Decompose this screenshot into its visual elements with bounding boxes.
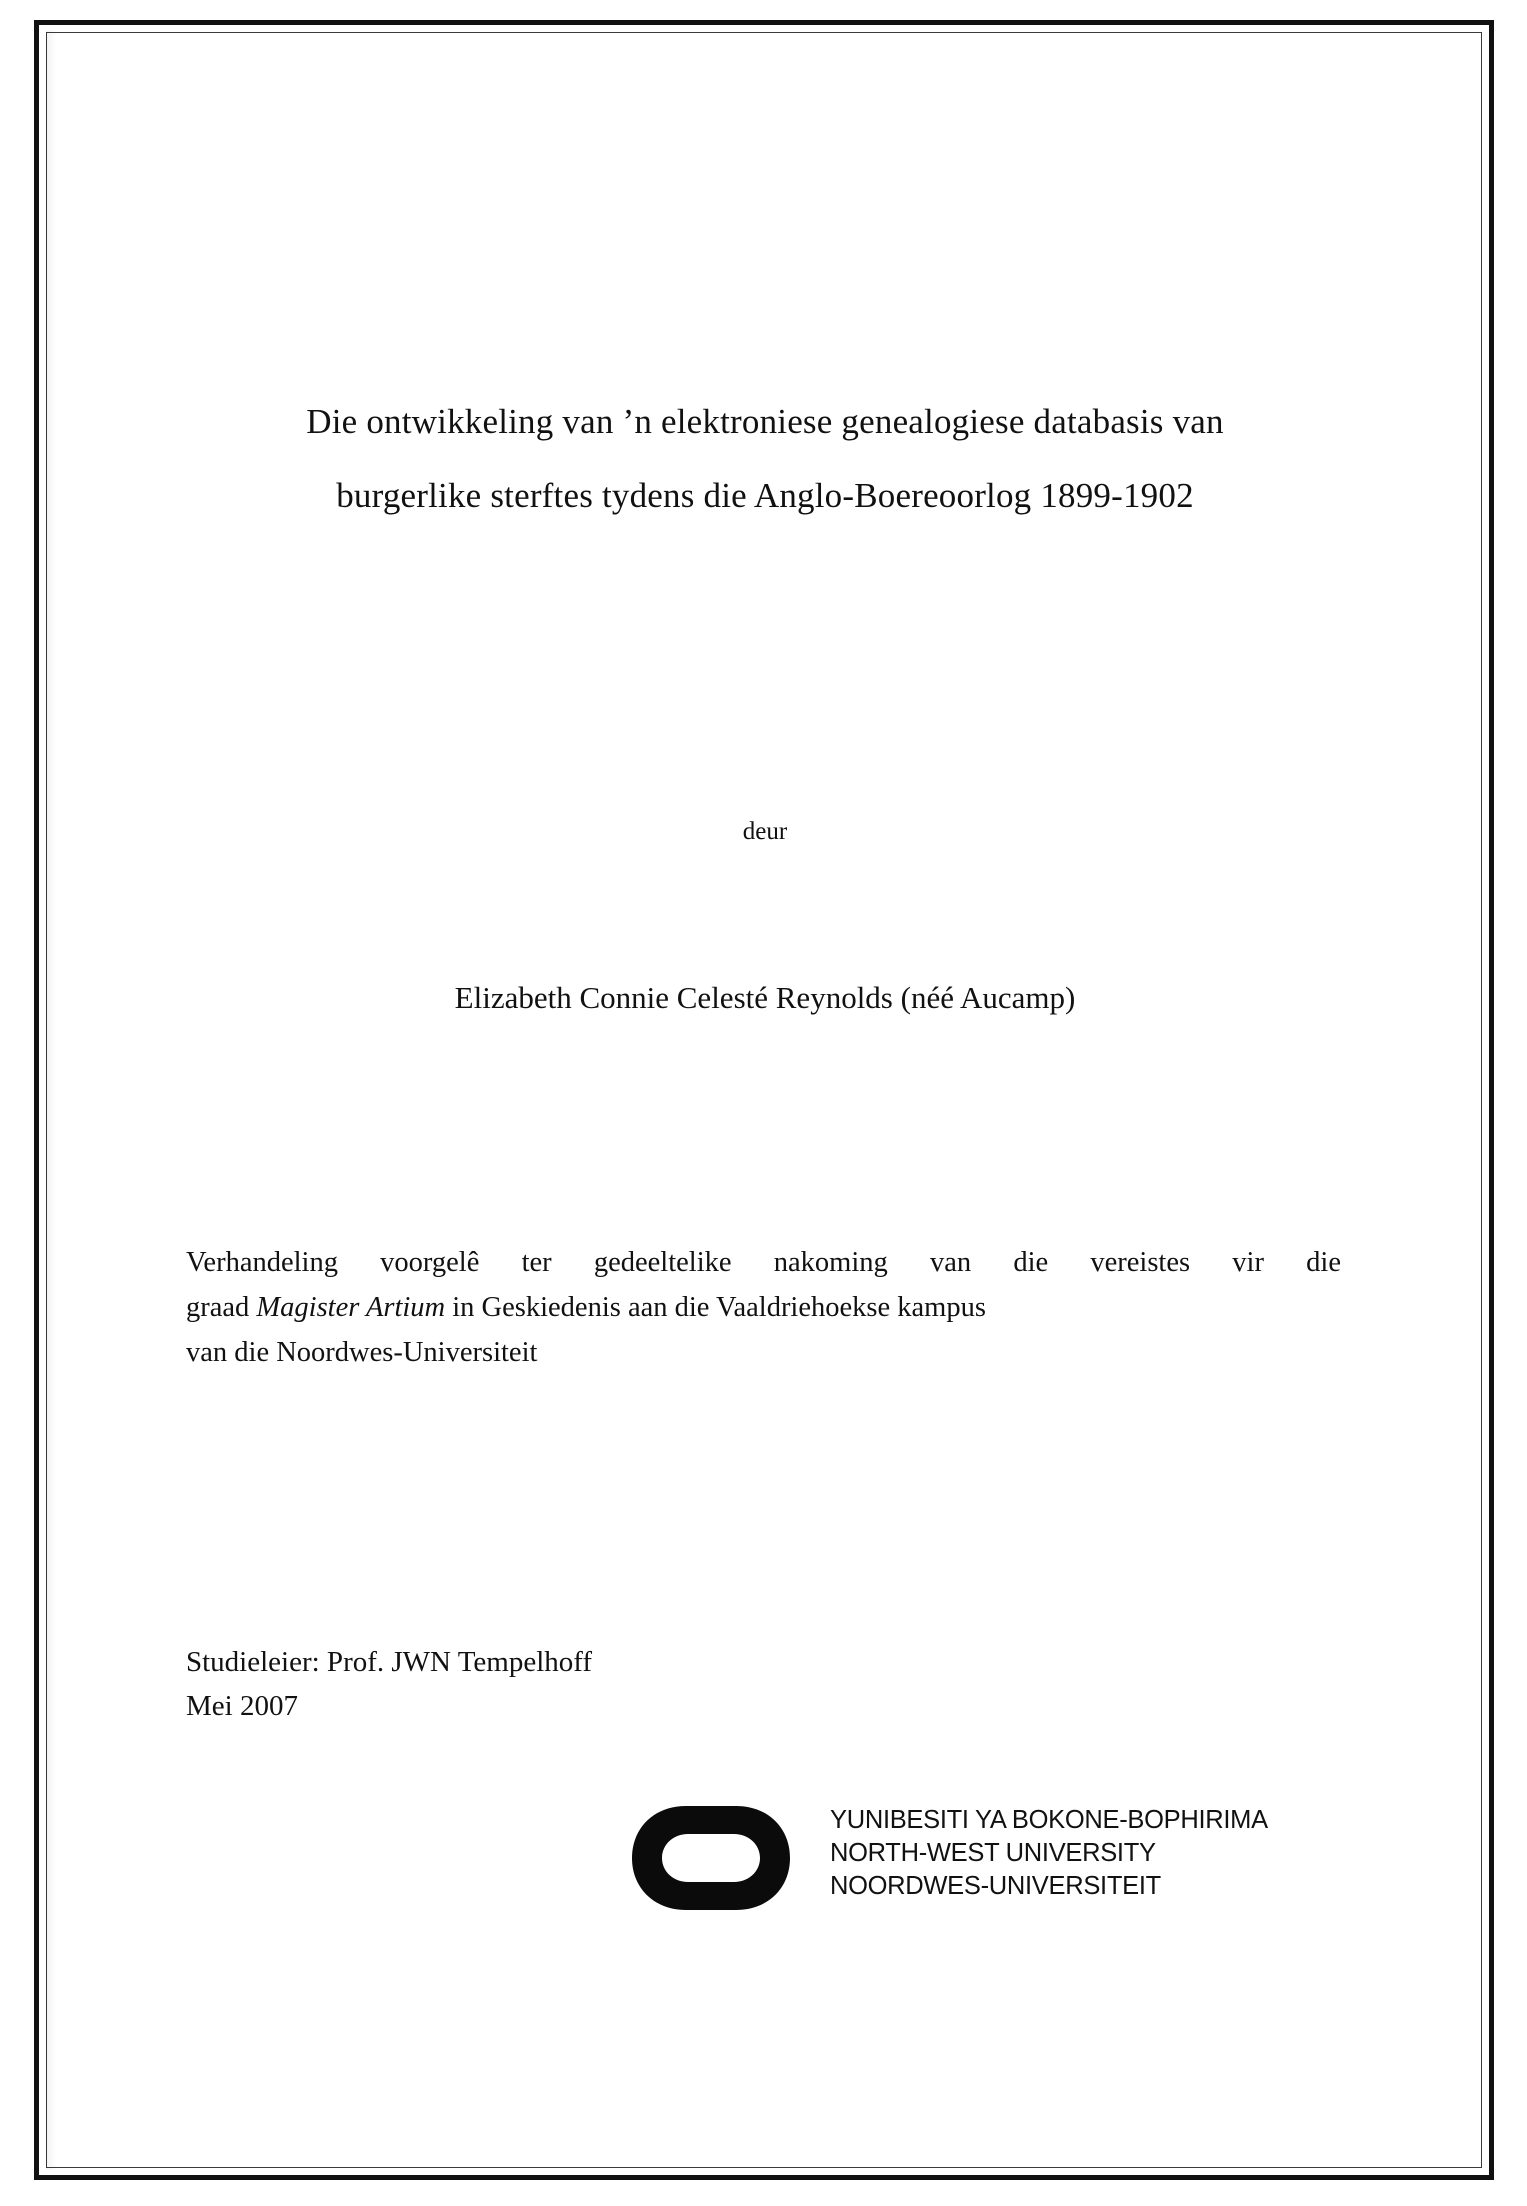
scan-edge-shadow xyxy=(46,30,56,2170)
degree-statement-line-2-prefix: graad xyxy=(186,1292,257,1323)
by-word: deur xyxy=(742,818,788,845)
page-title xyxy=(190,385,1340,533)
north-west-university-logo-icon xyxy=(630,1804,825,1912)
degree-statement-line-1: Verhandeling voorgelê ter gedeeltelike nakoming van die vereistes vir die xyxy=(186,1247,1341,1278)
title-line-1: Die ontwikkeling van ’n elektroniese genealogiese databasis van xyxy=(306,402,1224,441)
degree-statement-line-2 xyxy=(186,1285,1341,1330)
university-logo-block xyxy=(630,1800,1268,1920)
logo-text-line-1: YUNIBESITI YA BOKONE-BOPHIRIMA xyxy=(830,1806,1268,1834)
degree-statement-line-3: van die Noordwes-Universiteit xyxy=(186,1337,538,1368)
logo-text-line-3: NOORDWES-UNIVERSITEIT xyxy=(830,1872,1161,1900)
degree-statement-line-2-suffix: in Geskiedenis aan die Vaaldriehoekse kampus xyxy=(445,1292,986,1323)
date-line: Mei 2007 xyxy=(186,1690,298,1722)
author-name: Elizabeth Connie Celesté Reynolds (néé Aucamp) xyxy=(454,980,1076,1015)
degree-name-italic: Magister Artium xyxy=(256,1292,446,1323)
supervisor-line: Studieleier: Prof. JWN Tempelhoff xyxy=(186,1646,593,1678)
degree-statement xyxy=(186,1240,1341,1375)
title-page-content xyxy=(180,20,1350,2180)
supervisor-block xyxy=(186,1640,1086,1728)
logo-text-line-2: NORTH-WEST UNIVERSITY xyxy=(830,1839,1156,1867)
title-line-2: burgerlike sterftes tydens die Anglo-Boereoorlog 1899-1902 xyxy=(336,476,1194,515)
university-logo-text xyxy=(830,1804,1268,1903)
